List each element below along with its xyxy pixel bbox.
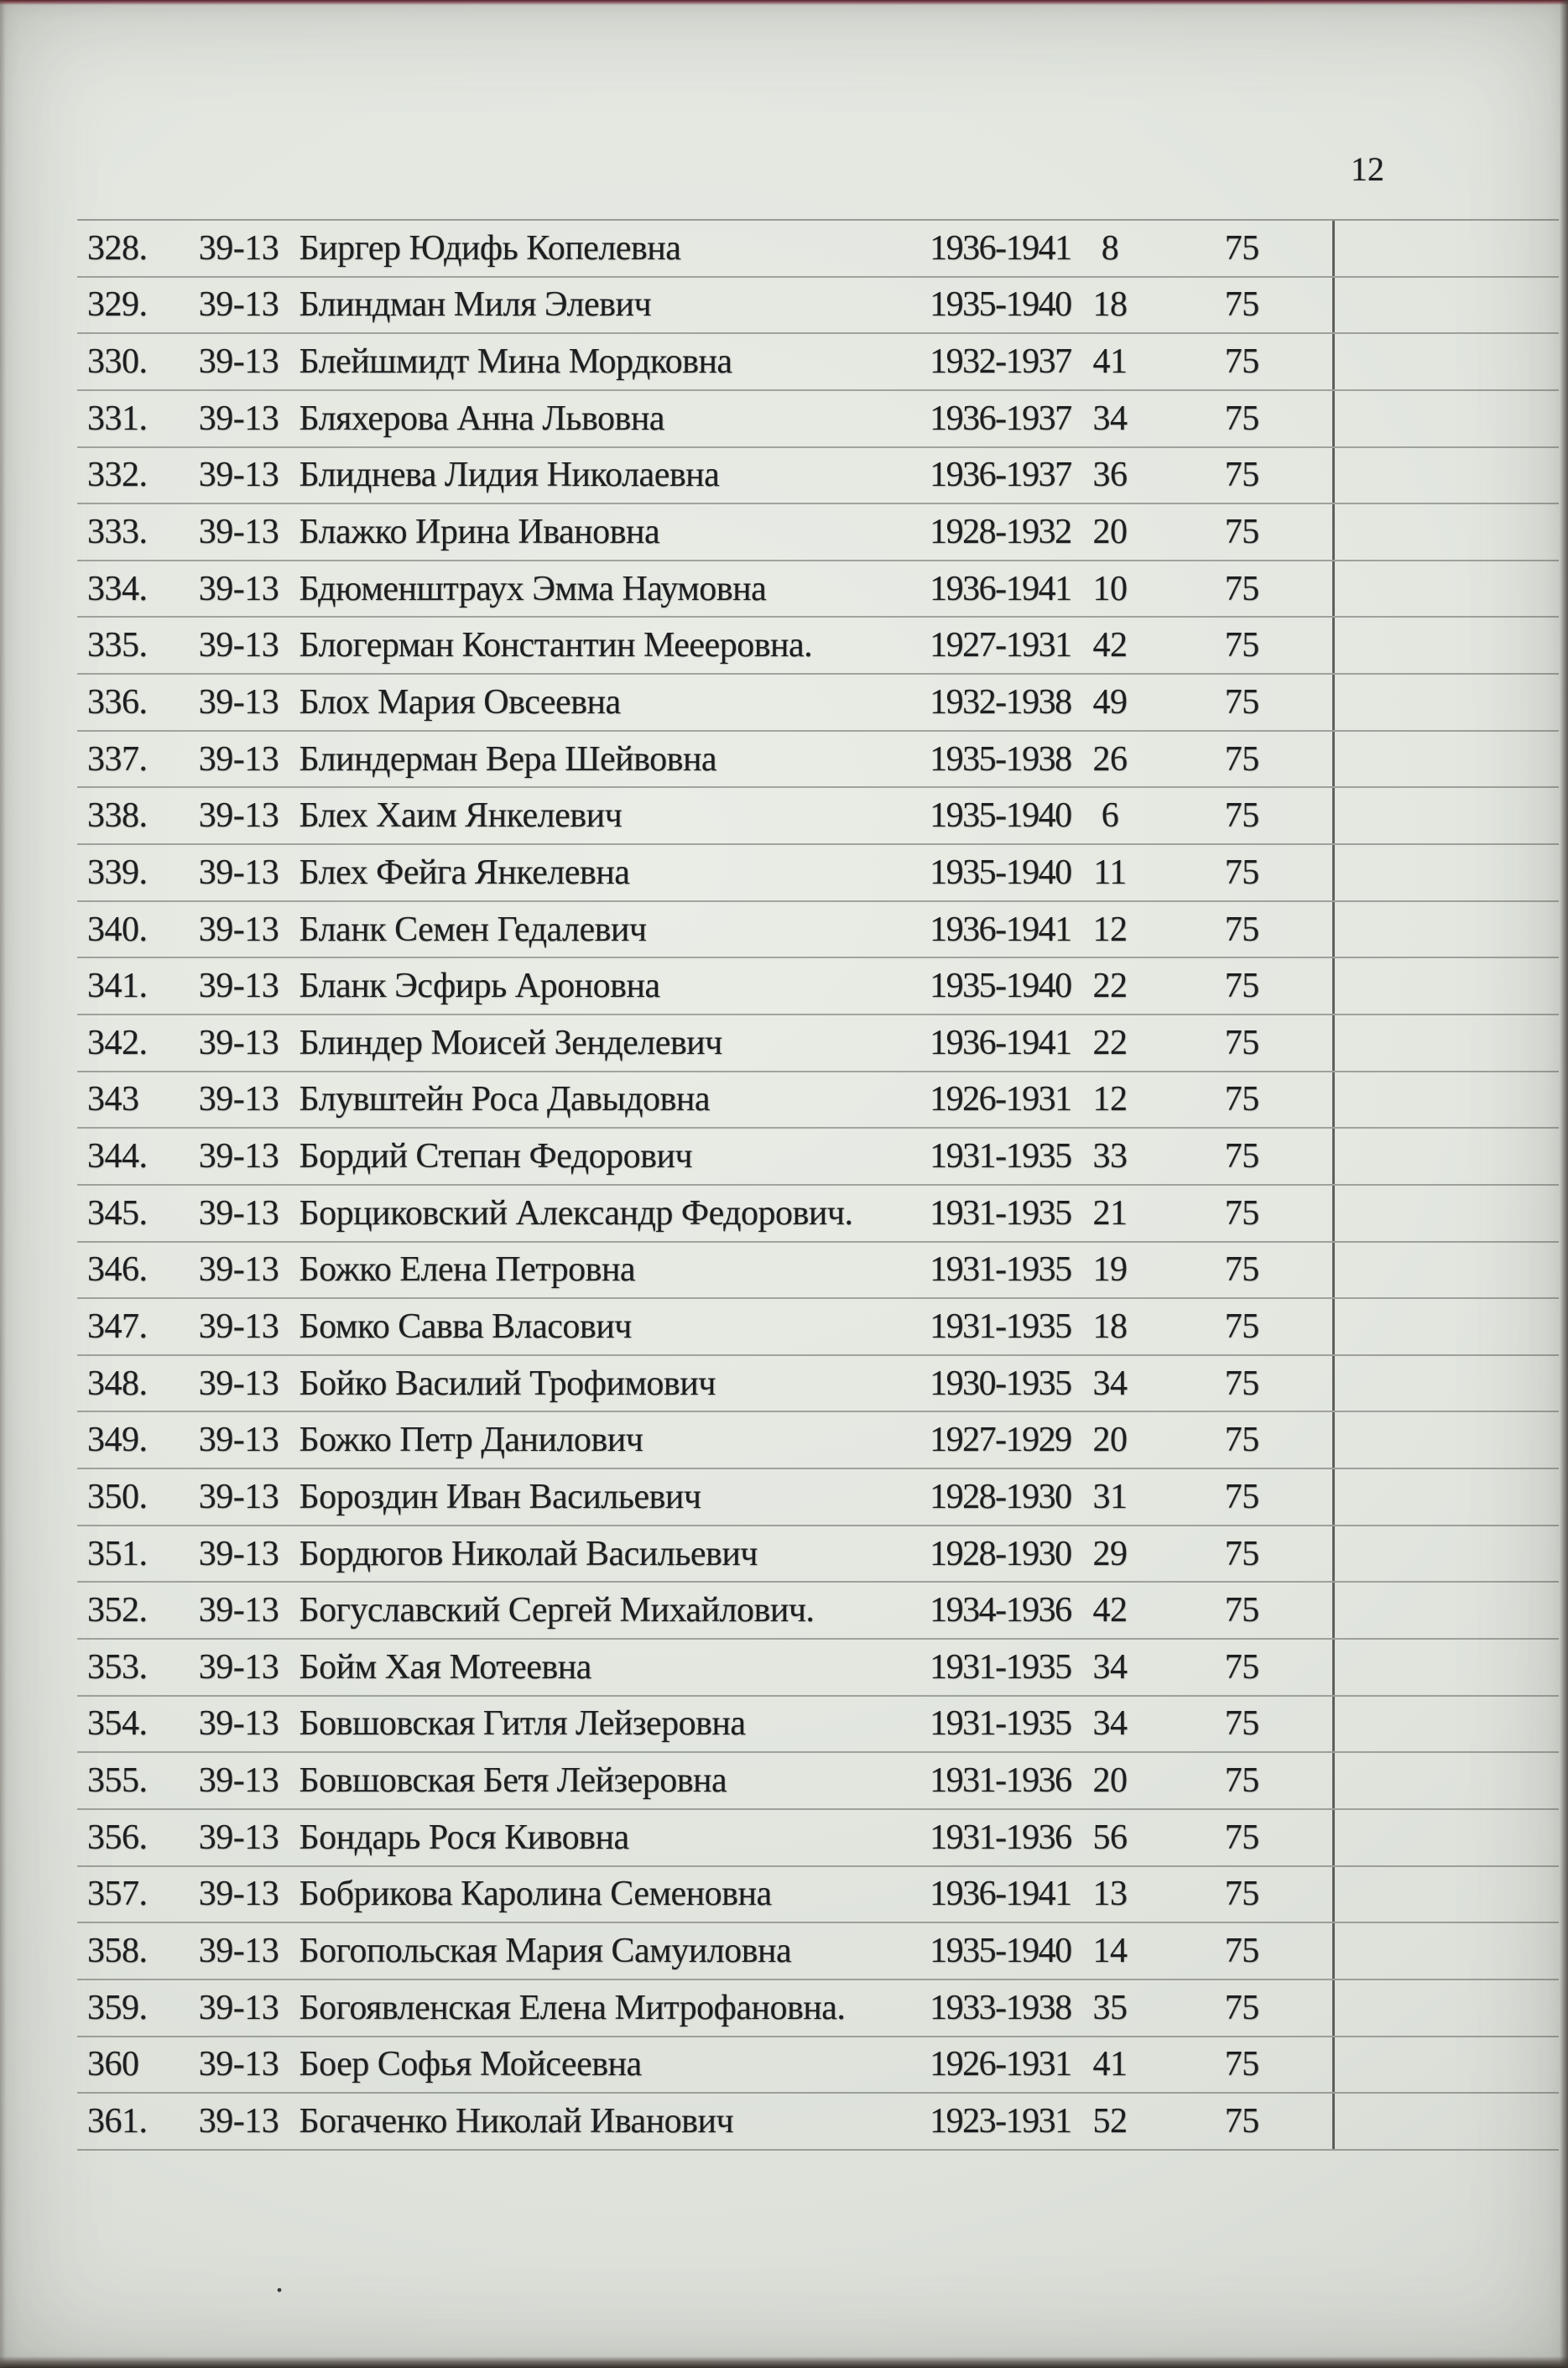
empty-cell	[1332, 1583, 1560, 1638]
table-row	[77, 1412, 1559, 1469]
fond-code: 39-13	[198, 1307, 279, 1346]
person-name: Блех Хаим Янкелевич	[299, 796, 623, 836]
table-row	[77, 1129, 1559, 1186]
person-name: Божко Петр Данилович	[299, 1421, 643, 1460]
fond-code: 39-13	[198, 1875, 279, 1914]
fond-number: 75	[1224, 1875, 1259, 1914]
fond-number: 75	[1224, 910, 1259, 949]
person-name: Бовшовская Гитля Лейзеровна	[299, 1704, 746, 1744]
empty-cell	[1332, 732, 1560, 787]
sheet-count: 42	[1092, 626, 1128, 665]
person-name: Биргер Юдифь Копелевна	[299, 228, 681, 268]
fond-number: 75	[1224, 513, 1259, 552]
fond-code: 39-13	[198, 513, 279, 552]
empty-cell	[1332, 618, 1560, 673]
table-row	[77, 1753, 1559, 1810]
fond-code: 39-13	[198, 228, 279, 268]
sheet-count: 52	[1092, 2101, 1128, 2141]
empty-cell	[1332, 1810, 1560, 1865]
fond-code: 39-13	[198, 682, 279, 722]
empty-cell	[1332, 675, 1560, 730]
row-number: 355.	[87, 1761, 148, 1801]
fond-number: 75	[1224, 1477, 1259, 1516]
row-number: 348.	[87, 1364, 148, 1403]
fond-code: 39-13	[198, 1988, 279, 2027]
fond-code: 39-13	[198, 2045, 279, 2084]
row-number: 358.	[87, 1932, 148, 1971]
table-row	[77, 618, 1559, 675]
empty-cell	[1332, 1412, 1560, 1468]
sheet-count: 20	[1092, 513, 1128, 552]
person-name: Бдюменштраух Эмма Наумовна	[299, 569, 767, 608]
row-number: 354.	[87, 1704, 148, 1744]
years-range: 1935-1940	[930, 853, 1071, 892]
row-number: 339.	[87, 853, 148, 892]
empty-cell	[1332, 1697, 1560, 1752]
row-number: 338.	[87, 796, 148, 836]
table-row	[77, 504, 1559, 561]
empty-cell	[1332, 1299, 1560, 1354]
sheet-count: 18	[1092, 285, 1128, 325]
empty-cell	[1332, 1469, 1560, 1525]
years-range: 1931-1935	[930, 1307, 1071, 1346]
fond-number: 75	[1224, 342, 1259, 382]
registry-table	[77, 219, 1559, 2151]
sheet-count: 34	[1092, 399, 1128, 438]
row-number: 351.	[87, 1534, 148, 1573]
sheet-count: 34	[1092, 1364, 1128, 1403]
row-number: 330.	[87, 342, 148, 382]
sheet-count: 34	[1092, 1647, 1128, 1687]
sheet-count: 12	[1092, 910, 1128, 949]
fond-code: 39-13	[198, 1477, 279, 1516]
fond-code: 39-13	[198, 456, 279, 495]
sheet-count: 34	[1092, 1704, 1128, 1744]
person-name: Бляхерова Анна Львовна	[299, 399, 664, 438]
empty-cell	[1332, 2094, 1560, 2149]
person-name: Бойм Хая Мотеевна	[299, 1647, 591, 1687]
row-number: 333.	[87, 513, 148, 552]
fond-number: 75	[1224, 1137, 1259, 1176]
row-number: 329.	[87, 285, 148, 325]
row-number: 342.	[87, 1023, 148, 1062]
table-row	[77, 958, 1559, 1015]
years-range: 1935-1940	[930, 285, 1071, 325]
sheet-count: 22	[1092, 1023, 1128, 1062]
table-row	[77, 675, 1559, 732]
fond-number: 75	[1224, 1988, 1259, 2027]
person-name: Блувштейн Роса Давыдовна	[299, 1080, 710, 1119]
person-name: Богоявленская Елена Митрофановна.	[299, 1988, 846, 2027]
fond-code: 39-13	[198, 1193, 279, 1233]
fond-number: 75	[1224, 626, 1259, 665]
empty-cell	[1332, 504, 1560, 560]
sheet-count: 21	[1092, 1193, 1128, 1233]
table-row	[77, 278, 1559, 335]
row-number: 360	[87, 2045, 139, 2084]
years-range: 1928-1932	[930, 513, 1071, 552]
years-range: 1930-1935	[930, 1364, 1071, 1403]
empty-cell	[1332, 1640, 1560, 1695]
years-range: 1927-1931	[930, 626, 1071, 665]
empty-cell	[1332, 1186, 1560, 1241]
fond-code: 39-13	[198, 967, 279, 1006]
fond-number: 75	[1224, 1534, 1259, 1573]
fond-number: 75	[1224, 967, 1259, 1006]
person-name: Бомко Савва Власович	[299, 1307, 632, 1346]
sheet-count: 20	[1092, 1421, 1128, 1460]
empty-cell	[1332, 1867, 1560, 1922]
empty-cell	[1332, 1526, 1560, 1582]
fond-number: 75	[1224, 1250, 1259, 1290]
table-row	[77, 448, 1559, 505]
fond-number: 75	[1224, 1704, 1259, 1744]
person-name: Блиндман Миля Элевич	[299, 285, 652, 325]
fond-number: 75	[1224, 1591, 1259, 1630]
table-row	[77, 561, 1559, 618]
fond-number: 75	[1224, 569, 1259, 608]
fond-number: 75	[1224, 682, 1259, 722]
table-row	[77, 1469, 1559, 1526]
years-range: 1934-1936	[930, 1591, 1071, 1630]
page-number: 12	[1351, 150, 1384, 188]
empty-cell	[1332, 448, 1560, 503]
row-number: 344.	[87, 1137, 148, 1176]
table-row	[77, 1810, 1559, 1867]
fond-number: 75	[1224, 1421, 1259, 1460]
empty-cell	[1332, 1923, 1560, 1979]
fond-code: 39-13	[198, 342, 279, 382]
years-range: 1935-1940	[930, 1932, 1071, 1971]
sheet-count: 8	[1101, 228, 1119, 268]
years-range: 1931-1935	[930, 1647, 1071, 1687]
years-range: 1936-1937	[930, 399, 1071, 438]
table-row	[77, 788, 1559, 845]
person-name: Блогерман Константин Меееровна.	[299, 626, 813, 665]
fond-code: 39-13	[198, 1932, 279, 1971]
fond-code: 39-13	[198, 2101, 279, 2141]
row-number: 336.	[87, 682, 148, 722]
person-name: Богопольская Мария Самуиловна	[299, 1932, 792, 1971]
sheet-count: 26	[1092, 739, 1128, 779]
table-row	[77, 1072, 1559, 1129]
fond-code: 39-13	[198, 285, 279, 325]
row-number: 361.	[87, 2101, 148, 2141]
years-range: 1932-1937	[930, 342, 1071, 382]
table-row	[77, 732, 1559, 789]
years-range: 1931-1935	[930, 1704, 1071, 1744]
years-range: 1928-1930	[930, 1477, 1071, 1516]
sheet-count: 6	[1101, 796, 1119, 836]
empty-cell	[1332, 958, 1560, 1014]
row-number: 328.	[87, 228, 148, 268]
row-number: 335.	[87, 626, 148, 665]
years-range: 1926-1931	[930, 2045, 1071, 2084]
table-row	[77, 1243, 1559, 1300]
empty-cell	[1332, 334, 1560, 389]
sheet-count: 29	[1092, 1534, 1128, 1573]
row-number: 341.	[87, 967, 148, 1006]
row-number: 331.	[87, 399, 148, 438]
table-row	[77, 1299, 1559, 1356]
table-row	[77, 221, 1559, 278]
table-row	[77, 391, 1559, 448]
table-row	[77, 1923, 1559, 1980]
table-row	[77, 1015, 1559, 1072]
row-number: 349.	[87, 1421, 148, 1460]
sheet-count: 13	[1092, 1875, 1128, 1914]
years-range: 1932-1938	[930, 682, 1071, 722]
sheet-count: 49	[1092, 682, 1128, 722]
row-number: 332.	[87, 456, 148, 495]
years-range: 1933-1938	[930, 1988, 1071, 2027]
empty-cell	[1332, 902, 1560, 957]
sheet-count: 36	[1092, 456, 1128, 495]
empty-cell	[1332, 1356, 1560, 1411]
person-name: Бойко Василий Трофимович	[299, 1364, 716, 1403]
years-range: 1931-1935	[930, 1250, 1071, 1290]
years-range: 1935-1940	[930, 967, 1071, 1006]
fond-number: 75	[1224, 228, 1259, 268]
fond-code: 39-13	[198, 1137, 279, 1176]
empty-cell	[1332, 845, 1560, 900]
fond-code: 39-13	[198, 399, 279, 438]
fond-number: 75	[1224, 1932, 1259, 1971]
fond-code: 39-13	[198, 1591, 279, 1630]
sheet-count: 41	[1092, 2045, 1128, 2084]
row-number: 357.	[87, 1875, 148, 1914]
years-range: 1936-1941	[930, 1875, 1071, 1914]
row-number: 343	[87, 1080, 139, 1119]
person-name: Блейшмидт Мина Мордковна	[299, 342, 732, 382]
person-name: Бобрикова Каролина Семеновна	[299, 1875, 772, 1914]
table-row	[77, 2094, 1559, 2151]
row-number: 359.	[87, 1988, 148, 2027]
person-name: Богуславский Сергей Михайлович.	[299, 1591, 815, 1630]
empty-cell	[1332, 391, 1560, 446]
person-name: Богаченко Николай Иванович	[299, 2101, 734, 2141]
fond-code: 39-13	[198, 569, 279, 608]
person-name: Боер Софья Мойсеевна	[299, 2045, 642, 2084]
fond-code: 39-13	[198, 910, 279, 949]
years-range: 1936-1941	[930, 910, 1071, 949]
fond-number: 75	[1224, 1818, 1259, 1857]
row-number: 347.	[87, 1307, 148, 1346]
sheet-count: 56	[1092, 1818, 1128, 1857]
years-range: 1927-1929	[930, 1421, 1071, 1460]
empty-cell	[1332, 561, 1560, 617]
fond-code: 39-13	[198, 1761, 279, 1801]
fond-code: 39-13	[198, 1421, 279, 1460]
person-name: Блох Мария Овсеевна	[299, 682, 621, 722]
row-number: 356.	[87, 1818, 148, 1857]
fond-code: 39-13	[198, 1250, 279, 1290]
fond-number: 75	[1224, 456, 1259, 495]
fond-code: 39-13	[198, 1647, 279, 1687]
years-range: 1931-1935	[930, 1137, 1071, 1176]
fond-number: 75	[1224, 739, 1259, 779]
years-range: 1936-1941	[930, 569, 1071, 608]
person-name: Бордюгов Николай Васильевич	[299, 1534, 758, 1573]
table-row	[77, 1526, 1559, 1583]
fond-number: 75	[1224, 853, 1259, 892]
years-range: 1931-1936	[930, 1761, 1071, 1801]
stray-ink-mark: .	[275, 2261, 284, 2299]
sheet-count: 14	[1092, 1932, 1128, 1971]
empty-cell	[1332, 1015, 1560, 1071]
empty-cell	[1332, 1980, 1560, 2036]
person-name: Бороздин Иван Васильевич	[299, 1477, 701, 1516]
sheet-count: 12	[1092, 1080, 1128, 1119]
empty-cell	[1332, 1129, 1560, 1184]
table-row	[77, 1640, 1559, 1697]
table-row	[77, 902, 1559, 959]
years-range: 1928-1930	[930, 1534, 1071, 1573]
person-name: Блех Фейга Янкелевна	[299, 853, 630, 892]
person-name: Блиднева Лидия Николаевна	[299, 456, 720, 495]
person-name: Блиндерман Вера Шейвовна	[299, 739, 717, 779]
sheet-count: 10	[1092, 569, 1128, 608]
sheet-count: 19	[1092, 1250, 1128, 1290]
table-row	[77, 1867, 1559, 1924]
fond-code: 39-13	[198, 1818, 279, 1857]
empty-cell	[1332, 278, 1560, 333]
fond-number: 75	[1224, 1761, 1259, 1801]
row-number: 345.	[87, 1193, 148, 1233]
fond-code: 39-13	[198, 796, 279, 836]
fond-number: 75	[1224, 1023, 1259, 1062]
photo-edge-bottom	[0, 2356, 1568, 2368]
fond-number: 75	[1224, 285, 1259, 325]
sheet-count: 20	[1092, 1761, 1128, 1801]
fond-number: 75	[1224, 1193, 1259, 1233]
sheet-count: 31	[1092, 1477, 1128, 1516]
table-row	[77, 1697, 1559, 1754]
table-row	[77, 334, 1559, 391]
person-name: Божко Елена Петровна	[299, 1250, 636, 1290]
fond-number: 75	[1224, 1080, 1259, 1119]
sheet-count: 35	[1092, 1988, 1128, 2027]
years-range: 1931-1936	[930, 1818, 1071, 1857]
table-row	[77, 1980, 1559, 2037]
fond-code: 39-13	[198, 1534, 279, 1573]
fond-number: 75	[1224, 399, 1259, 438]
years-range: 1935-1940	[930, 796, 1071, 836]
person-name: Блажко Ирина Ивановна	[299, 513, 660, 552]
row-number: 350.	[87, 1477, 148, 1516]
row-number: 346.	[87, 1250, 148, 1290]
table-row	[77, 1186, 1559, 1243]
fond-code: 39-13	[198, 626, 279, 665]
fond-code: 39-13	[198, 739, 279, 779]
years-range: 1931-1935	[930, 1193, 1071, 1233]
fond-code: 39-13	[198, 1080, 279, 1119]
row-number: 337.	[87, 739, 148, 779]
fond-number: 75	[1224, 1364, 1259, 1403]
years-range: 1936-1937	[930, 456, 1071, 495]
sheet-count: 22	[1092, 967, 1128, 1006]
fond-code: 39-13	[198, 1364, 279, 1403]
years-range: 1923-1931	[930, 2101, 1071, 2141]
fond-number: 75	[1224, 796, 1259, 836]
empty-cell	[1332, 221, 1560, 276]
table-row	[77, 1583, 1559, 1640]
photo-edge-right	[1560, 0, 1568, 2368]
row-number: 352.	[87, 1591, 148, 1630]
empty-cell	[1332, 788, 1560, 843]
fond-number: 75	[1224, 1307, 1259, 1346]
sheet-count: 11	[1093, 853, 1127, 892]
person-name: Бовшовская Бетя Лейзеровна	[299, 1761, 727, 1801]
fond-number: 75	[1224, 1647, 1259, 1687]
sheet-count: 42	[1092, 1591, 1128, 1630]
empty-cell	[1332, 1243, 1560, 1298]
person-name: Блиндер Моисей Зенделевич	[299, 1023, 722, 1062]
empty-cell	[1332, 1072, 1560, 1128]
sheet-count: 41	[1092, 342, 1128, 382]
table-row	[77, 1356, 1559, 1413]
person-name: Бондарь Рося Кивовна	[299, 1818, 629, 1857]
fond-code: 39-13	[198, 1704, 279, 1744]
table-row	[77, 845, 1559, 902]
photo-edge-top	[0, 0, 1568, 5]
person-name: Борциковский Александр Федорович.	[299, 1193, 853, 1233]
years-range: 1926-1931	[930, 1080, 1071, 1119]
years-range: 1936-1941	[930, 1023, 1071, 1062]
sheet-count: 33	[1092, 1137, 1128, 1176]
person-name: Бордий Степан Федорович	[299, 1137, 693, 1176]
fond-code: 39-13	[198, 853, 279, 892]
fond-number: 75	[1224, 2045, 1259, 2084]
empty-cell	[1332, 1753, 1560, 1808]
photo-edge-left	[0, 0, 6, 2368]
fond-code: 39-13	[198, 1023, 279, 1062]
row-number: 340.	[87, 910, 148, 949]
fond-number: 75	[1224, 2101, 1259, 2141]
years-range: 1935-1938	[930, 739, 1071, 779]
person-name: Бланк Эсфирь Ароновна	[299, 967, 660, 1006]
person-name: Бланк Семен Гедалевич	[299, 910, 647, 949]
sheet-count: 18	[1092, 1307, 1128, 1346]
empty-cell	[1332, 2037, 1560, 2093]
row-number: 334.	[87, 569, 148, 608]
years-range: 1936-1941	[930, 228, 1071, 268]
row-number: 353.	[87, 1647, 148, 1687]
table-row	[77, 2037, 1559, 2094]
